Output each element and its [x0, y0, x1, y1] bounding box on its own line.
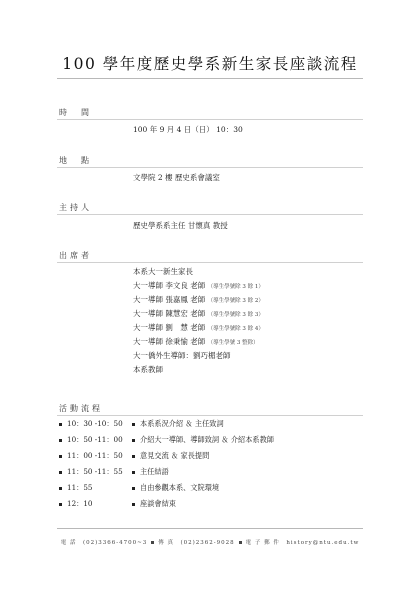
attendee-item: 本系教師 [133, 365, 163, 374]
attendee-item: 大一導師 徐秉愉 老師 （導生學號 3 整除） [133, 337, 259, 346]
bullet-icon [132, 455, 135, 458]
bullet-icon [59, 423, 62, 426]
footer-divider [57, 528, 363, 529]
attendee-item: 大一導師 劉 慧 老師 （導生學號除 3 餘 4） [133, 323, 264, 332]
bullet-icon [59, 455, 62, 458]
separator-icon [239, 541, 242, 544]
attendee-item: 大一導師 陳慧宏 老師 （導生學號除 3 餘 3） [133, 309, 264, 318]
footer-phone: 電 話 (02)3366-4700~3 [60, 540, 148, 546]
attendees-divider [57, 262, 363, 263]
title-divider [57, 78, 363, 79]
attendees-label: 出席者 [59, 251, 92, 260]
attendee-item: 大一僑外生導師：劉巧楣老師 [133, 351, 231, 360]
bullet-icon [59, 487, 62, 490]
footer-contact [0, 538, 420, 546]
schedule-divider [57, 415, 363, 416]
bullet-icon [132, 487, 135, 490]
bullet-icon [132, 423, 135, 426]
time-value: 100 年 9 月 4 日（日） 10：30 [133, 125, 243, 134]
place-label: 地 點 [59, 156, 92, 165]
bullet-icon [59, 471, 62, 474]
bullet-icon [132, 471, 135, 474]
attendee-item: 本系大一新生家長 [133, 267, 193, 276]
host-label: 主持人 [59, 203, 92, 212]
attendee-item: 大一導師 李文良 老師 （導生學號除 3 餘 1） [133, 281, 264, 290]
host-divider [57, 214, 363, 215]
time-divider [57, 119, 363, 120]
footer-fax: 傳 真 (02)2362-9028 [158, 540, 235, 546]
bullet-icon [132, 439, 135, 442]
bullet-icon [132, 503, 135, 506]
page-title: 100 學年度歷史學系新生家長座談流程 [62, 55, 358, 73]
place-divider [57, 167, 363, 168]
attendee-item: 大一導師 張嘉鳳 老師 （導生學號除 3 餘 2） [133, 295, 264, 304]
bullet-icon [59, 439, 62, 442]
footer-email[interactable]: 電 子 郵 件 history@ntu.edu.tw [245, 540, 360, 546]
place-value: 文學院 2 樓 歷史系會議室 [133, 173, 220, 182]
time-label: 時 間 [59, 108, 92, 117]
schedule-label: 活動流程 [59, 404, 103, 413]
separator-icon [151, 541, 154, 544]
host-value: 歷史學系系主任 甘懷真 教授 [133, 221, 228, 230]
bullet-icon [59, 503, 62, 506]
